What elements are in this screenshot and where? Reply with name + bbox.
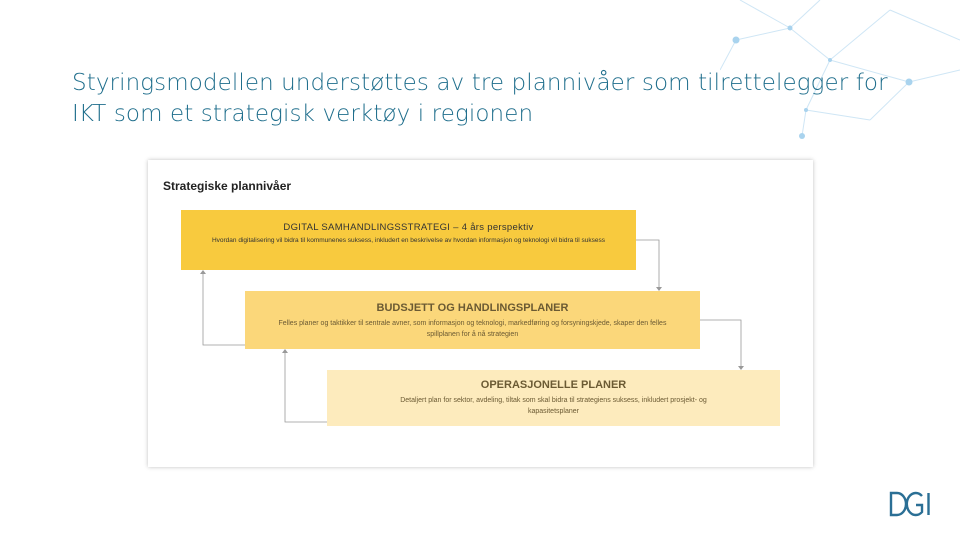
arrowhead-up-2-1 [200, 270, 206, 274]
level-description: Felles planer og taktikker til sentrale avner, som informasjon og teknologi, markedføring og forsyningskjede, skaper den felles spillplanen for å nå strategien [278, 320, 667, 338]
level-description: Detaljert plan for sektor, avdeling, tiltak som skal bidra til strategiens suksess, inkludert prosjekt- og kapasitetsplaner [400, 397, 707, 415]
slide-title-line-2: IKT som et strategisk verktøy i regionen [72, 101, 534, 127]
level-title: BUDSJETT OG HANDLINGSPLANER [376, 302, 569, 314]
level-title: DGITAL SAMHANDLINGSSTRATEGI – 4 års perspektiv [283, 222, 534, 233]
connector-up-2-1 [203, 271, 245, 345]
dgi-logo [889, 491, 931, 517]
connector-up-3-2 [285, 350, 327, 422]
connector-down-1-2 [636, 240, 659, 290]
slide-title [72, 68, 892, 130]
level-description: Hvordan digitalisering vil bidra til kommunenes suksess, inkludert en beskrivelse av hvordan informasjon og teknologi vil bidra til suksess [211, 237, 606, 244]
arrowhead-up-3-2 [282, 349, 288, 353]
slide-title-line-1: Styringsmodellen understøttes av tre plannivåer som tilrettelegger for [72, 70, 888, 96]
level-digital-strategy [181, 210, 636, 270]
strategy-levels-panel [148, 160, 813, 467]
panel-heading: Strategiske plannivåer [163, 179, 292, 193]
level-title: OPERASJONELLE PLANER [480, 379, 627, 391]
level-budget-action-plans [245, 291, 700, 349]
level-operational-plans [327, 370, 780, 426]
connector-down-2-3 [700, 320, 741, 369]
